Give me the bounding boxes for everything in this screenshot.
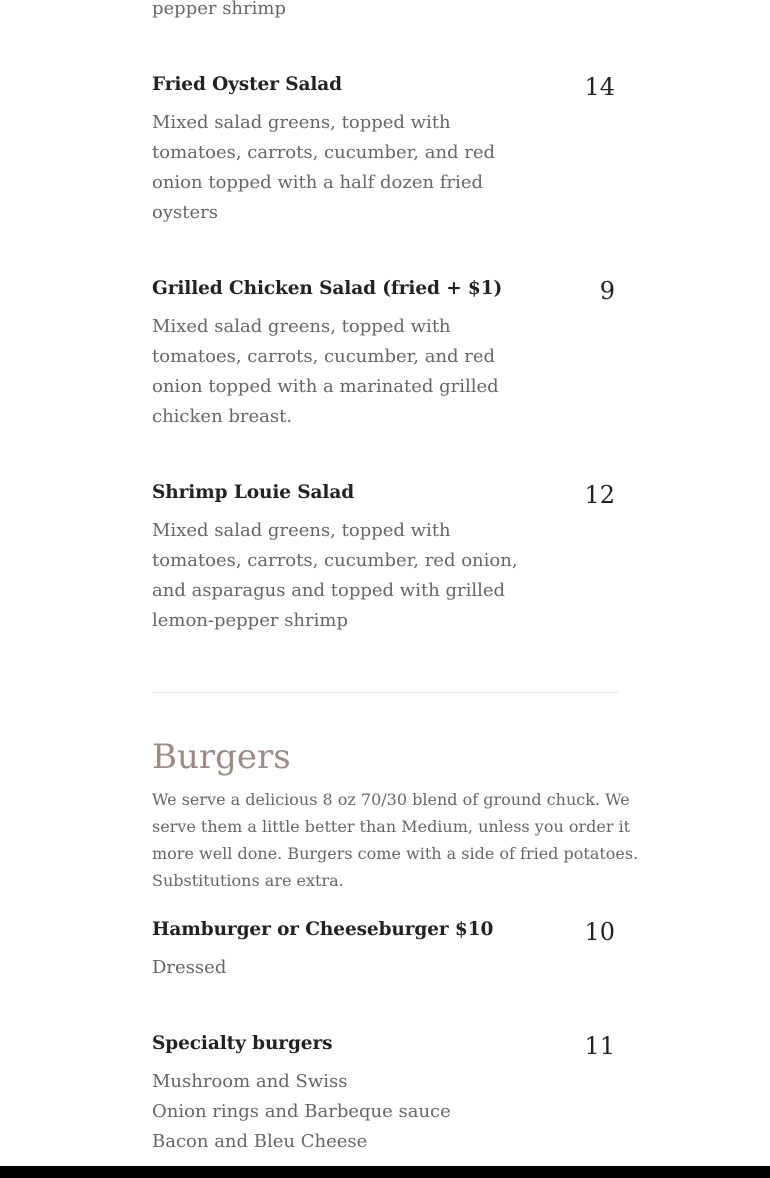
- menu-item-description-grilled-chicken-salad: [152, 312, 502, 432]
- description-line: chicken breast.: [152, 406, 293, 427]
- menu-item-name-grilled-chicken-salad: Grilled Chicken Salad (fried + $1): [152, 278, 503, 299]
- menu-item-name-fried-oyster-salad: Fried Oyster Salad: [152, 74, 343, 95]
- menu-item-price-grilled-chicken-salad: 9: [599, 277, 615, 305]
- description-line: Mixed salad greens, topped with: [152, 316, 451, 337]
- menu-item-name-shrimp-louie-salad: Shrimp Louie Salad: [152, 482, 355, 503]
- menu-item-description-fried-oyster-salad: [152, 108, 502, 228]
- intro-line: We serve a delicious 8 oz 70/30 blend of ground chuck. We: [152, 790, 630, 809]
- bottom-bar: [0, 1166, 770, 1178]
- description-line: and asparagus and topped with grilled: [152, 580, 506, 601]
- description-line: Onion rings and Barbeque sauce: [152, 1101, 451, 1122]
- section-intro-burgers: [152, 786, 639, 894]
- description-line: lemon-pepper shrimp: [152, 610, 348, 631]
- menu-item-description-shrimp-louie-salad: [152, 516, 518, 636]
- description-line: Mixed salad greens, topped with: [152, 520, 451, 541]
- description-line: tomatoes, carrots, cucumber, red onion,: [152, 550, 518, 571]
- previous-item-description-fragment: pepper shrimp: [152, 0, 286, 19]
- menu-item-price-hamburger: 10: [584, 918, 615, 946]
- menu-item-description-hamburger: [152, 953, 502, 983]
- menu-item-name-hamburger: Hamburger or Cheeseburger $10: [152, 919, 494, 940]
- intro-line: more well done. Burgers come with a side of fried potatoes.: [152, 844, 639, 863]
- menu-item-price-specialty-burgers: 11: [584, 1032, 615, 1060]
- description-line: onion topped with a marinated grilled: [152, 376, 499, 397]
- description-line: Bacon and Bleu Cheese: [152, 1131, 368, 1152]
- intro-line: Substitutions are extra.: [152, 871, 344, 890]
- section-title-burgers: Burgers: [152, 737, 291, 777]
- menu-item-name-specialty-burgers: Specialty burgers: [152, 1033, 333, 1054]
- menu-item-price-fried-oyster-salad: 14: [584, 73, 615, 101]
- description-line: oysters: [152, 202, 218, 223]
- description-line: tomatoes, carrots, cucumber, and red: [152, 142, 496, 163]
- section-divider: [152, 692, 618, 693]
- intro-line: serve them a little better than Medium, unless you order it: [152, 817, 631, 836]
- description-line: Mushroom and Swiss: [152, 1071, 348, 1092]
- menu-item-price-shrimp-louie-salad: 12: [584, 481, 615, 509]
- description-line: onion topped with a half dozen fried: [152, 172, 483, 193]
- description-line: tomatoes, carrots, cucumber, and red: [152, 346, 496, 367]
- description-line: Mixed salad greens, topped with: [152, 112, 451, 133]
- menu-item-description-specialty-burgers: [152, 1067, 502, 1157]
- description-line: Dressed: [152, 957, 227, 978]
